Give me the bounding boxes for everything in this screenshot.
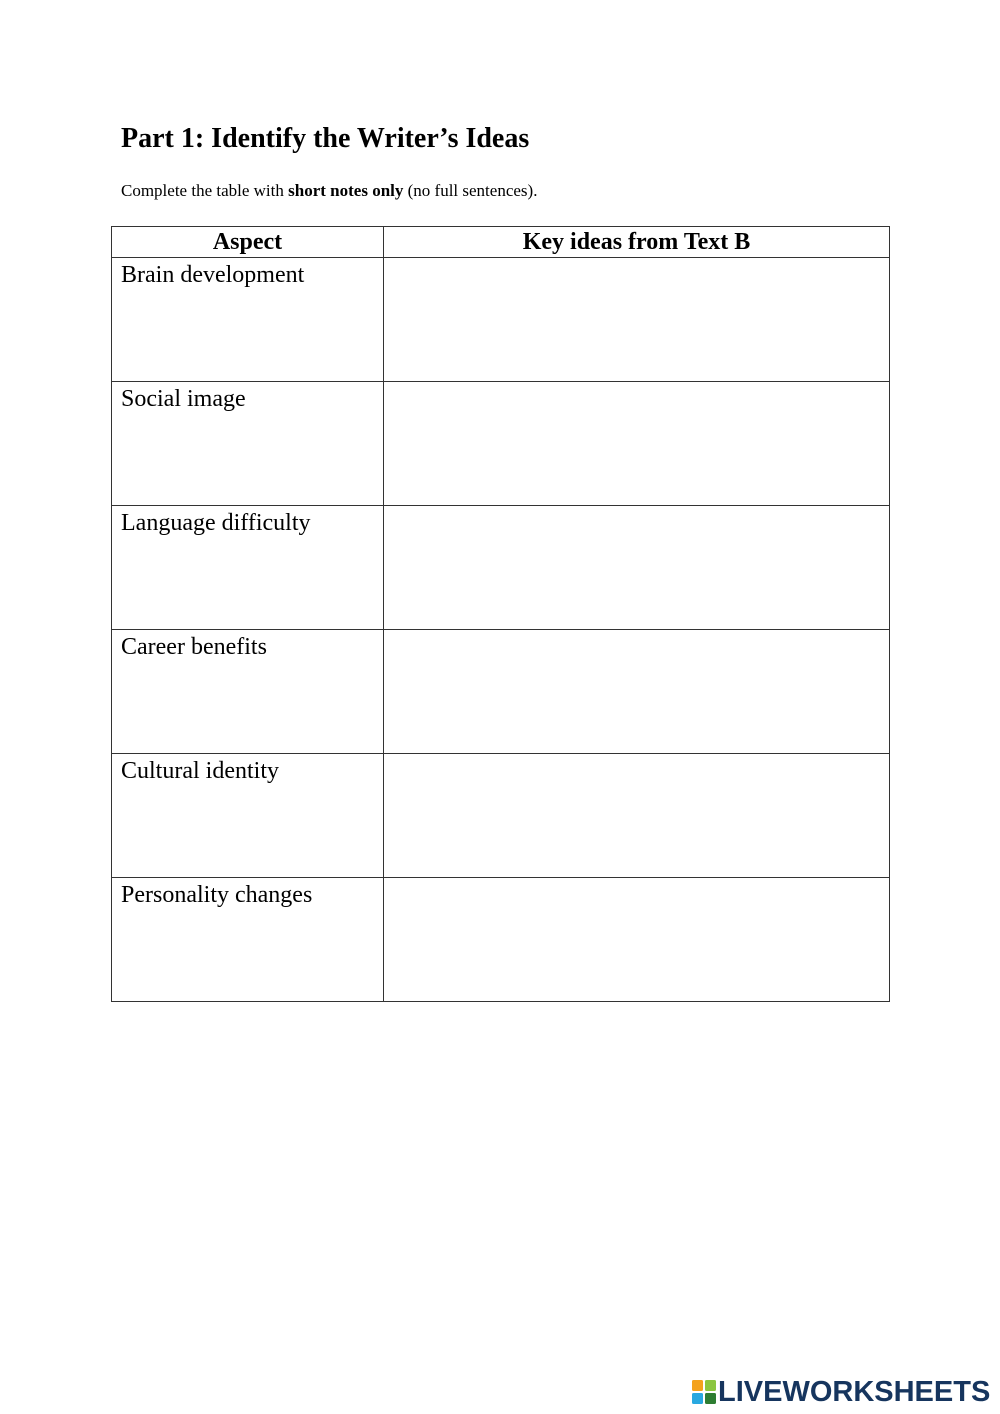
table-row — [112, 506, 890, 630]
answer-cell-brain-development[interactable] — [384, 258, 890, 382]
header-aspect: Aspect — [112, 227, 384, 258]
aspect-label: Cultural identity — [121, 758, 279, 784]
aspect-label: Career benefits — [121, 634, 267, 660]
header-key-ideas: Key ideas from Text B — [384, 227, 890, 258]
table-row — [112, 754, 890, 878]
aspect-cell — [112, 382, 384, 506]
table-row — [112, 258, 890, 382]
instruction-after: (no full sentences). — [403, 181, 538, 200]
aspect-cell — [112, 630, 384, 754]
table-row — [112, 382, 890, 506]
logo-text: LIVEWORKSHEETS — [718, 1376, 991, 1408]
instruction-text — [121, 179, 537, 203]
aspect-cell — [112, 878, 384, 1002]
notes-table — [111, 226, 890, 1002]
table-row — [112, 878, 890, 1002]
instruction-bold: short notes only — [288, 181, 404, 200]
aspect-cell — [112, 754, 384, 878]
aspect-label: Brain development — [121, 262, 305, 288]
aspect-label: Personality changes — [121, 882, 313, 908]
aspect-label: Social image — [121, 386, 246, 412]
answer-cell-cultural-identity[interactable] — [384, 754, 890, 878]
table-row — [112, 630, 890, 754]
page-title: Part 1: Identify the Writer’s Ideas — [121, 123, 530, 154]
answer-cell-career-benefits[interactable] — [384, 630, 890, 754]
answer-cell-personality-changes[interactable] — [384, 878, 890, 1002]
aspect-cell — [112, 258, 384, 382]
liveworksheets-logo — [692, 1374, 990, 1410]
answer-cell-social-image[interactable] — [384, 382, 890, 506]
table-header-row — [112, 227, 890, 258]
liveworksheets-logo-icon — [692, 1380, 716, 1404]
aspect-cell — [112, 506, 384, 630]
answer-cell-language-difficulty[interactable] — [384, 506, 890, 630]
instruction-before: Complete the table with — [121, 181, 289, 200]
aspect-label: Language difficulty — [121, 510, 311, 536]
